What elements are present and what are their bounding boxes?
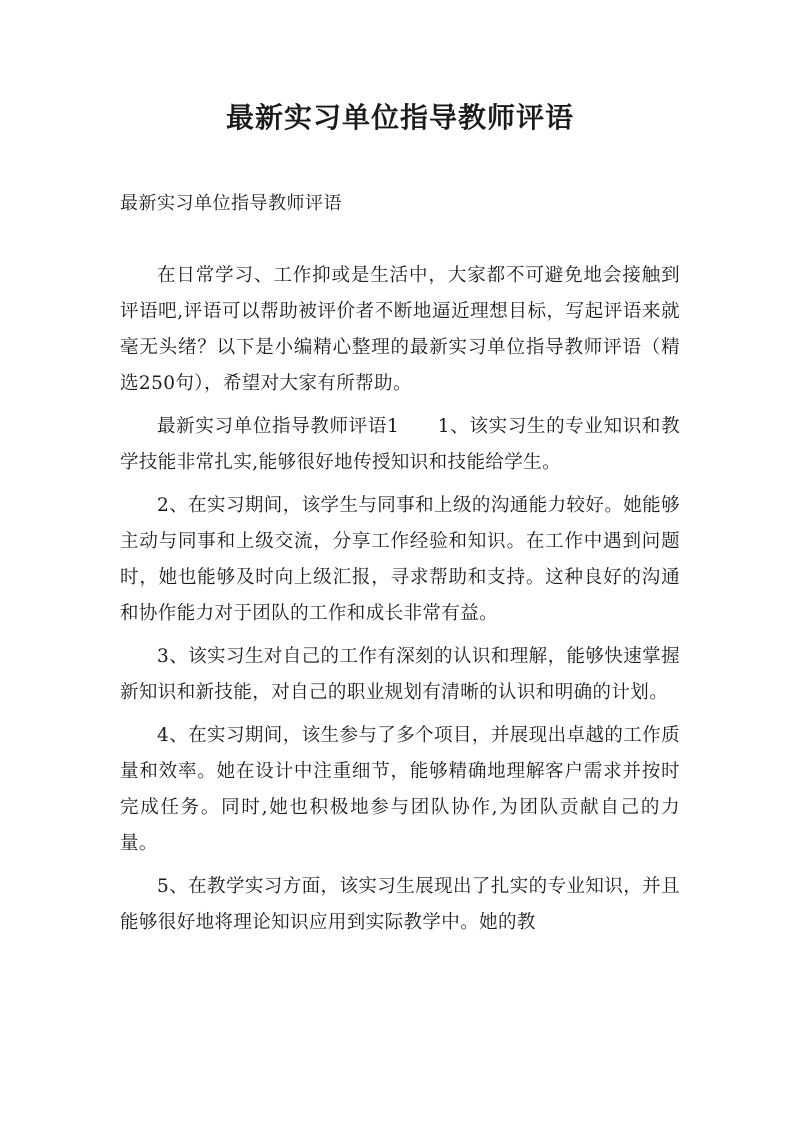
paragraph-comment-1: 最新实习单位指导教师评语1 1、该实习生的专业知识和教学技能非常扎实,能够很好地传授知识和技能给学生。 xyxy=(120,416,680,473)
document-body xyxy=(120,258,680,948)
paragraph-comment-2: 2、在实习期间，该学生与同事和上级的沟通能力较好。她能够主动与同事和上级交流，分享工作经验和知识。在工作中遇到问题时，她也能够及时向上级汇报，寻求帮助和支持。这种良好的沟通和协作能力对于团队的工作和成长非常有益。 xyxy=(120,495,680,624)
paragraph-comment-3: 3、该实习生对自己的工作有深刻的认识和理解，能够快速掌握新知识和新技能，对自己的职业规划有清晰的认识和明确的计划。 xyxy=(120,646,680,703)
document-title: 最新实习单位指导教师评语 xyxy=(225,101,574,134)
paragraph-intro: 在日常学习、工作抑或是生活中，大家都不可避免地会接触到评语吧,评语可以帮助被评价者不断地逼近理想目标，写起评语来就毫无头绪？以下是小编精心整理的最新实习单位指导教师评语（精选250句），希望对大家有所帮助。 xyxy=(120,265,680,394)
document-subtitle: 最新实习单位指导教师评语 xyxy=(120,193,342,214)
paragraph-comment-4: 4、在实习期间，该生参与了多个项目，并展现出卓越的工作质量和效率。她在设计中注重细节，能够精确地理解客户需求并按时完成任务。同时,她也积极地参与团队协作,为团队贡献自己的力量。 xyxy=(120,725,680,854)
paragraph-comment-5: 5、在教学实习方面，该实习生展现出了扎实的专业知识，并且能够很好地将理论知识应用到实际教学中。她的教 xyxy=(120,876,680,933)
